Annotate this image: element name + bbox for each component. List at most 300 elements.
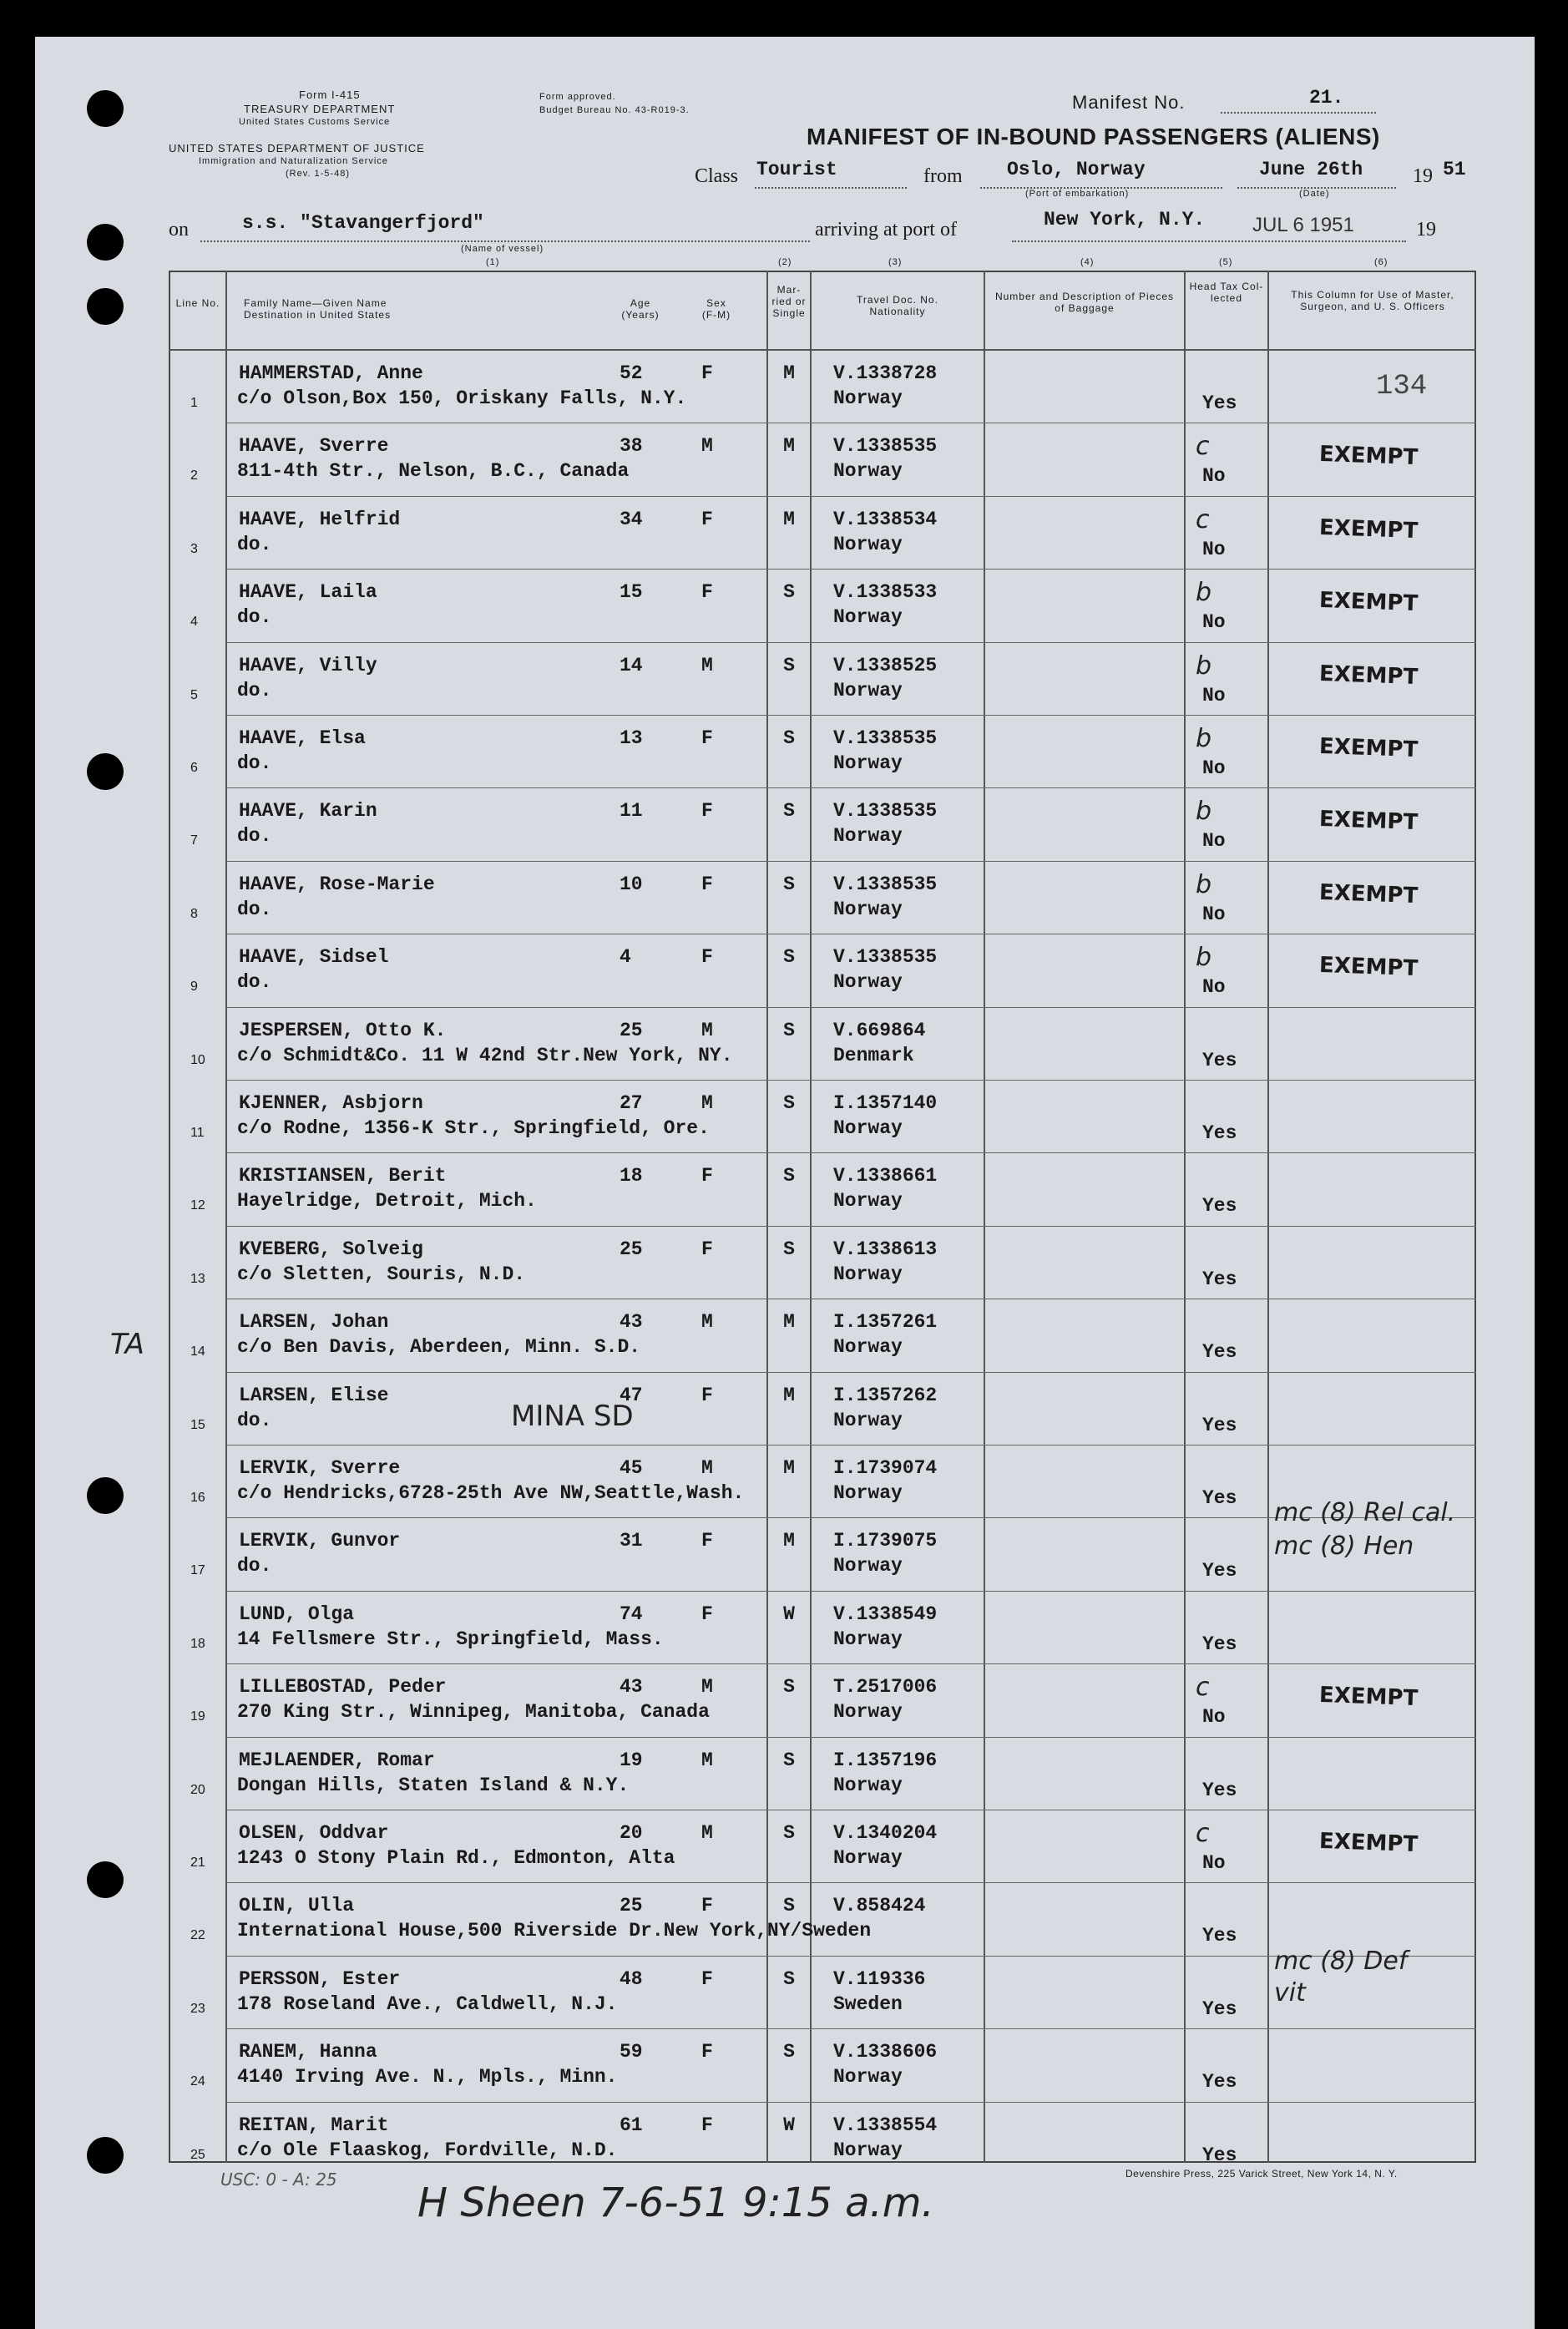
officer-column: 134 [1376,371,1428,403]
sex: M [701,654,713,676]
nationality: Norway [833,971,903,994]
travel-doc: V.1338554 [833,2114,938,2136]
row-divider [227,715,1476,716]
officer-note-row17: mc (8) Rel cal. mc (8) Hen [1274,1498,1456,1561]
destination: do. [237,1555,272,1577]
table-row [0,570,1568,642]
col-baggage: Number and Description of Pieces of Baggage [994,291,1175,314]
head-tax: Yes [1202,1487,1237,1509]
year-prefix: 19 [1413,165,1433,187]
col-sex [683,297,750,321]
age: 4 [620,946,631,969]
table-row [0,497,1568,570]
line-number: 13 [190,1271,205,1286]
col-age [603,297,678,321]
age: 31 [620,1530,643,1552]
passenger-name: KVEBERG, Solveig [239,1238,423,1260]
destination: c/o Olson,Box 150, Oriskany Falls, N.Y. [237,387,687,409]
table-row [0,1227,1568,1299]
arrival-date-stamp: JUL 6 1951 [1252,214,1354,236]
passenger-name: MEJLAENDER, Romar [239,1749,435,1771]
sex: F [701,362,713,384]
line-number: 18 [190,1636,205,1651]
sex: M [701,435,713,458]
passenger-name: PERSSON, Ester [239,1967,401,1990]
sex: F [701,1895,713,1917]
sex: F [701,1238,713,1260]
travel-doc: V.119336 [833,1967,926,1990]
head-tax: Yes [1202,1925,1237,1947]
table-row [0,2103,1568,2175]
destination: 1243 O Stony Plain Rd., Edmonton, Alta [237,1847,675,1869]
destination: do. [237,898,272,920]
table-row [0,643,1568,716]
binder-hole [87,90,124,127]
line-number: 23 [190,2001,205,2016]
destination: c/o Schmidt&Co. 11 W 42nd Str.New York, NY. [237,1044,733,1066]
head-tax: No [1202,830,1226,853]
passenger-name: HAAVE, Sverre [239,435,389,458]
destination: do. [237,1409,272,1431]
marital-status: S [783,873,795,895]
marital-status: S [783,1749,795,1771]
travel-doc: T.2517006 [833,1676,938,1699]
passenger-name: HAAVE, Laila [239,581,377,604]
nationality: Norway [833,898,903,920]
officer-column: EXEMPT [1318,879,1419,909]
col-married: Mar-ried or Single [771,284,807,319]
officer-column: EXEMPT [1318,514,1419,544]
officer-column: EXEMPT [1318,1828,1419,1858]
line-number: 2 [190,468,198,484]
marital-status: M [783,362,795,384]
passenger-name: OLIN, Ulla [239,1895,355,1917]
travel-doc: V.1338535 [833,873,938,895]
travel-doc: V.1338533 [833,581,938,604]
line-number: 25 [190,2147,205,2162]
nationality: Norway [833,1847,903,1869]
sex: F [701,1602,713,1625]
head-tax: Yes [1202,1268,1237,1290]
manifest-no-field [1221,90,1376,114]
tax-mark: c [1196,504,1210,534]
age: 14 [620,654,643,676]
age: 43 [620,1311,643,1334]
head-tax: Yes [1202,1633,1237,1655]
row-divider [227,496,1476,497]
destination: do. [237,679,272,701]
marital-status: S [783,2041,795,2063]
table-row [0,351,1568,423]
nationality: Norway [833,387,903,409]
line-number: 8 [190,906,198,921]
age: 27 [620,1092,643,1114]
travel-doc: V.1338535 [833,800,938,823]
head-tax: Yes [1202,1997,1237,2020]
treasury-dept: TREASURY DEPARTMENT [244,103,396,115]
head-tax: Yes [1202,2071,1237,2094]
row-divider [227,1226,1476,1227]
destination: do. [237,533,272,555]
head-tax: No [1202,611,1226,634]
destination: 178 Roseland Ave., Caldwell, N.J. [237,1992,618,2015]
row-divider [227,1737,1476,1738]
table-row [0,788,1568,861]
col-num-3: (3) [888,257,903,267]
nationality: Denmark [833,1044,914,1066]
head-tax: Yes [1202,392,1237,414]
head-tax: No [1202,1852,1226,1874]
nationality: Norway [833,825,903,848]
nationality: Norway [833,606,903,629]
nationality: Norway [833,752,903,774]
customs-service: United States Customs Service [239,117,391,127]
tax-mark: b [1196,797,1212,827]
col-num-5: (5) [1219,257,1233,267]
col-head-tax: Head Tax Col-lected [1189,281,1264,304]
from-value: Oslo, Norway [1007,159,1146,180]
class-label: Class [695,165,739,187]
from-label: from [923,165,963,187]
age: 74 [620,1602,643,1625]
form-number: Form I-415 [299,89,361,101]
row-divider [227,2028,1476,2029]
travel-doc: V.1338549 [833,1602,938,1625]
travel-doc: V.1338613 [833,1238,938,1260]
nationality: Norway [833,1263,903,1285]
nationality: Norway [833,1336,903,1359]
manifest-no-value: 21. [1309,87,1344,109]
destination: 4140 Irving Ave. N., Mpls., Minn. [237,2066,618,2089]
passenger-name: LERVIK, Sverre [239,1457,401,1479]
line-number: 9 [190,980,198,995]
sex: F [701,800,713,823]
table-row [0,1299,1568,1372]
marital-status: S [783,581,795,604]
travel-doc: V.1338661 [833,1165,938,1187]
sex: F [701,1384,713,1406]
nationality: Norway [833,1701,903,1724]
sex: M [701,1822,713,1844]
date-caption: (Date) [1299,189,1330,199]
passenger-name: HAAVE, Elsa [239,727,366,749]
col-name [244,297,391,321]
travel-doc: V.858424 [833,1895,926,1917]
age: 25 [620,1895,643,1917]
sex: M [701,1019,713,1041]
sex: F [701,1967,713,1990]
vessel-name: s.s. "Stavangerfjord" [242,212,484,234]
age: 34 [620,508,643,530]
travel-doc: I.1357262 [833,1384,938,1406]
row-divider [227,1007,1476,1008]
manifest-no-label: Manifest No. [1072,92,1186,113]
passenger-name: LARSEN, Johan [239,1311,389,1334]
officer-column: EXEMPT [1318,661,1419,690]
destination: do. [237,825,272,848]
table-row [0,934,1568,1007]
destination: Dongan Hills, Staten Island & N.Y. [237,1774,630,1796]
table-row [0,862,1568,934]
head-tax: Yes [1202,1195,1237,1218]
inspector-signature: H Sheen 7-6-51 9:15 a.m. [417,2180,934,2226]
age: 48 [620,1967,643,1990]
date-value: June 26th [1259,159,1363,180]
line-number: 1 [190,396,198,410]
col-travel-doc-line1: Travel Doc. No. [857,294,938,306]
marital-status: S [783,800,795,823]
passenger-name: KRISTIANSEN, Berit [239,1165,447,1187]
mina-sd-annotation: MINA SD [511,1400,634,1433]
tax-mark: b [1196,724,1212,753]
destination: Hayelridge, Detroit, Mich. [237,1190,537,1213]
travel-doc: V.669864 [833,1019,926,1041]
on-label: on [169,219,189,240]
table-row [0,1081,1568,1153]
binder-hole [87,224,124,261]
marital-status: S [783,1822,795,1844]
sex: F [701,508,713,530]
age: 10 [620,873,643,895]
destination: do. [237,606,272,629]
travel-doc: V.1340204 [833,1822,938,1844]
officer-column: EXEMPT [1318,1683,1419,1712]
marital-status: S [783,1092,795,1114]
arrival-port: New York, N.Y. [1044,209,1206,230]
year-suffix: 51 [1443,159,1466,180]
sex: F [701,946,713,969]
nationality: Norway [833,2139,903,2161]
arrival-year-prefix: 19 [1416,219,1436,240]
line-number: 20 [190,1782,205,1797]
age: 20 [620,1822,643,1844]
travel-doc: I.1357196 [833,1749,938,1771]
marital-status: M [783,1530,795,1552]
col-num-2: (2) [778,257,792,267]
passenger-name: LERVIK, Gunvor [239,1530,401,1552]
line-number: 24 [190,2074,205,2089]
passenger-name: REITAN, Marit [239,2114,389,2136]
sex: F [701,873,713,895]
passenger-name: LILLEBOSTAD, Peder [239,1676,447,1699]
marital-status: S [783,1895,795,1917]
line-number: 3 [190,541,198,556]
binder-hole [87,288,124,325]
passenger-name: HAAVE, Karin [239,800,377,823]
tax-mark: c [1196,432,1210,462]
marital-status: M [783,1457,795,1479]
form-revision: (Rev. 1-5-48) [286,169,350,179]
officer-column: EXEMPT [1318,442,1419,471]
printer-credit: Devenshire Press, 225 Varick Street, New York 14, N. Y. [1125,2168,1398,2180]
officer-column: EXEMPT [1318,807,1419,836]
col-travel-doc [815,294,980,317]
line-number: 6 [190,761,198,775]
line-number: 17 [190,1563,205,1578]
sex: F [701,1165,713,1187]
table-row [0,423,1568,496]
row-divider [227,861,1476,862]
officer-column: EXEMPT [1318,733,1419,763]
travel-doc: V.1338525 [833,654,938,676]
head-tax: Yes [1202,1779,1237,1801]
head-tax: No [1202,1706,1226,1729]
sex: F [701,1530,713,1552]
table-row [0,1738,1568,1810]
age: 52 [620,362,643,384]
destination: International House,500 Riverside Dr.New York,NY/Sweden [237,1920,872,1942]
col-line-no: Line No. [175,297,220,309]
marital-status: M [783,1384,795,1406]
col-age-line1: Age [630,297,651,309]
passenger-name: LUND, Olga [239,1602,355,1625]
nationality: Norway [833,1774,903,1796]
head-tax: No [1202,757,1226,779]
row-divider [227,1372,1476,1373]
sex: F [701,2114,713,2136]
form-approved: Form approved. [539,92,616,102]
tax-mark: c [1196,1819,1210,1848]
destination: 270 King Str., Winnipeg, Manitoba, Canada [237,1701,710,1724]
nationality: Norway [833,1190,903,1213]
line-number: 10 [190,1052,205,1067]
travel-doc: V.1338535 [833,435,938,458]
sex: M [701,1311,713,1334]
class-value: Tourist [756,159,837,180]
marital-status: W [783,2114,795,2136]
travel-doc: I.1739075 [833,1530,938,1552]
passenger-name: HAAVE, Villy [239,654,377,676]
line-number: 7 [190,833,198,848]
head-tax: Yes [1202,1414,1237,1436]
age: 47 [620,1384,643,1406]
officer-note-row23: mc (8) Def vit [1274,1947,1408,2007]
ta-annotation: TA [110,1328,144,1361]
head-tax: Yes [1202,1122,1237,1144]
row-divider [227,1080,1476,1081]
col-num-1: (1) [486,257,500,267]
usc-note: USC: 0 - A: 25 [220,2170,337,2190]
tax-mark: c [1196,1673,1210,1703]
passenger-name: HAAVE, Sidsel [239,946,389,969]
marital-status: S [783,654,795,676]
nationality: Norway [833,1117,903,1139]
destination: do. [237,752,272,774]
sex: F [701,581,713,604]
marital-status: S [783,1967,795,1990]
destination: c/o Rodne, 1356-K Str., Springfield, Ore. [237,1117,710,1139]
table-row [0,1373,1568,1445]
table-row [0,1810,1568,1883]
justice-dept: UNITED STATES DEPARTMENT OF JUSTICE [169,142,425,154]
destination: c/o Hendricks,6728-25th Ave NW,Seattle,Wash. [237,1482,745,1504]
age: 25 [620,1019,643,1041]
row-divider [227,642,1476,643]
col-num-4: (4) [1080,257,1095,267]
table-row [0,1592,1568,1664]
marital-status: S [783,727,795,749]
table-row [0,2029,1568,2102]
head-tax: No [1202,976,1226,999]
table-row [0,1153,1568,1226]
passenger-name: JESPERSEN, Otto K. [239,1019,447,1041]
sex: F [701,727,713,749]
head-tax: No [1202,465,1226,488]
arriving-label: arriving at port of [815,219,957,240]
nationality: Norway [833,679,903,701]
age: 59 [620,2041,643,2063]
vessel-caption: (Name of vessel) [461,244,544,254]
marital-status: W [783,1602,795,1625]
passenger-name: HAAVE, Rose-Marie [239,873,435,895]
head-tax: Yes [1202,2144,1237,2166]
passenger-name: RANEM, Hanna [239,2041,377,2063]
col-age-line2: (Years) [621,309,660,321]
age: 45 [620,1457,643,1479]
marital-status: S [783,1238,795,1260]
row-divider [227,787,1476,788]
sex: M [701,1092,713,1114]
nationality: Norway [833,1555,903,1577]
destination: c/o Ole Flaaskog, Fordville, N.D. [237,2139,618,2161]
nationality: Norway [833,533,903,555]
age: 18 [620,1165,643,1187]
table-row [0,1664,1568,1737]
travel-doc: V.1338728 [833,362,938,384]
table-row [0,1008,1568,1081]
head-tax: Yes [1202,1049,1237,1071]
manifest-title: MANIFEST OF IN-BOUND PASSENGERS (ALIENS) [807,124,1380,149]
ins-service: Immigration and Naturalization Service [199,156,388,166]
line-number: 15 [190,1417,205,1432]
travel-doc: V.1338606 [833,2041,938,2063]
age: 19 [620,1749,643,1771]
tax-mark: b [1196,651,1212,681]
travel-doc: V.1338534 [833,508,938,530]
sex: M [701,1749,713,1771]
age: 15 [620,581,643,604]
col-officers: This Column for Use of Master, Surgeon, and U. S. Officers [1291,289,1454,312]
nationality: Norway [833,1409,903,1431]
passenger-name: LARSEN, Elise [239,1384,389,1406]
travel-doc: I.1357261 [833,1311,938,1334]
passenger-name: HAMMERSTAD, Anne [239,362,423,384]
destination: c/o Ben Davis, Aberdeen, Minn. S.D. [237,1336,641,1359]
destination: 14 Fellsmere Str., Springfield, Mass. [237,1628,664,1650]
destination: c/o Sletten, Souris, N.D. [237,1263,526,1285]
col-travel-doc-line2: Nationality [869,306,926,317]
nationality: Norway [833,2066,903,2089]
marital-status: M [783,1311,795,1334]
marital-status: S [783,1165,795,1187]
head-tax: Yes [1202,1341,1237,1364]
line-number: 16 [190,1491,205,1505]
passenger-name: KJENNER, Asbjorn [239,1092,423,1114]
destination: do. [237,971,272,994]
sex: F [701,2041,713,2063]
head-tax: No [1202,538,1226,560]
marital-status: M [783,508,795,530]
budget-bureau: Budget Bureau No. 43-R019-3. [539,105,690,115]
marital-status: S [783,1019,795,1041]
table-row [0,716,1568,788]
travel-doc: V.1338535 [833,727,938,749]
tax-mark: b [1196,943,1212,973]
travel-doc: I.1357140 [833,1092,938,1114]
row-divider [227,2102,1476,2103]
tax-mark: b [1196,869,1212,899]
line-number: 11 [190,1126,205,1140]
